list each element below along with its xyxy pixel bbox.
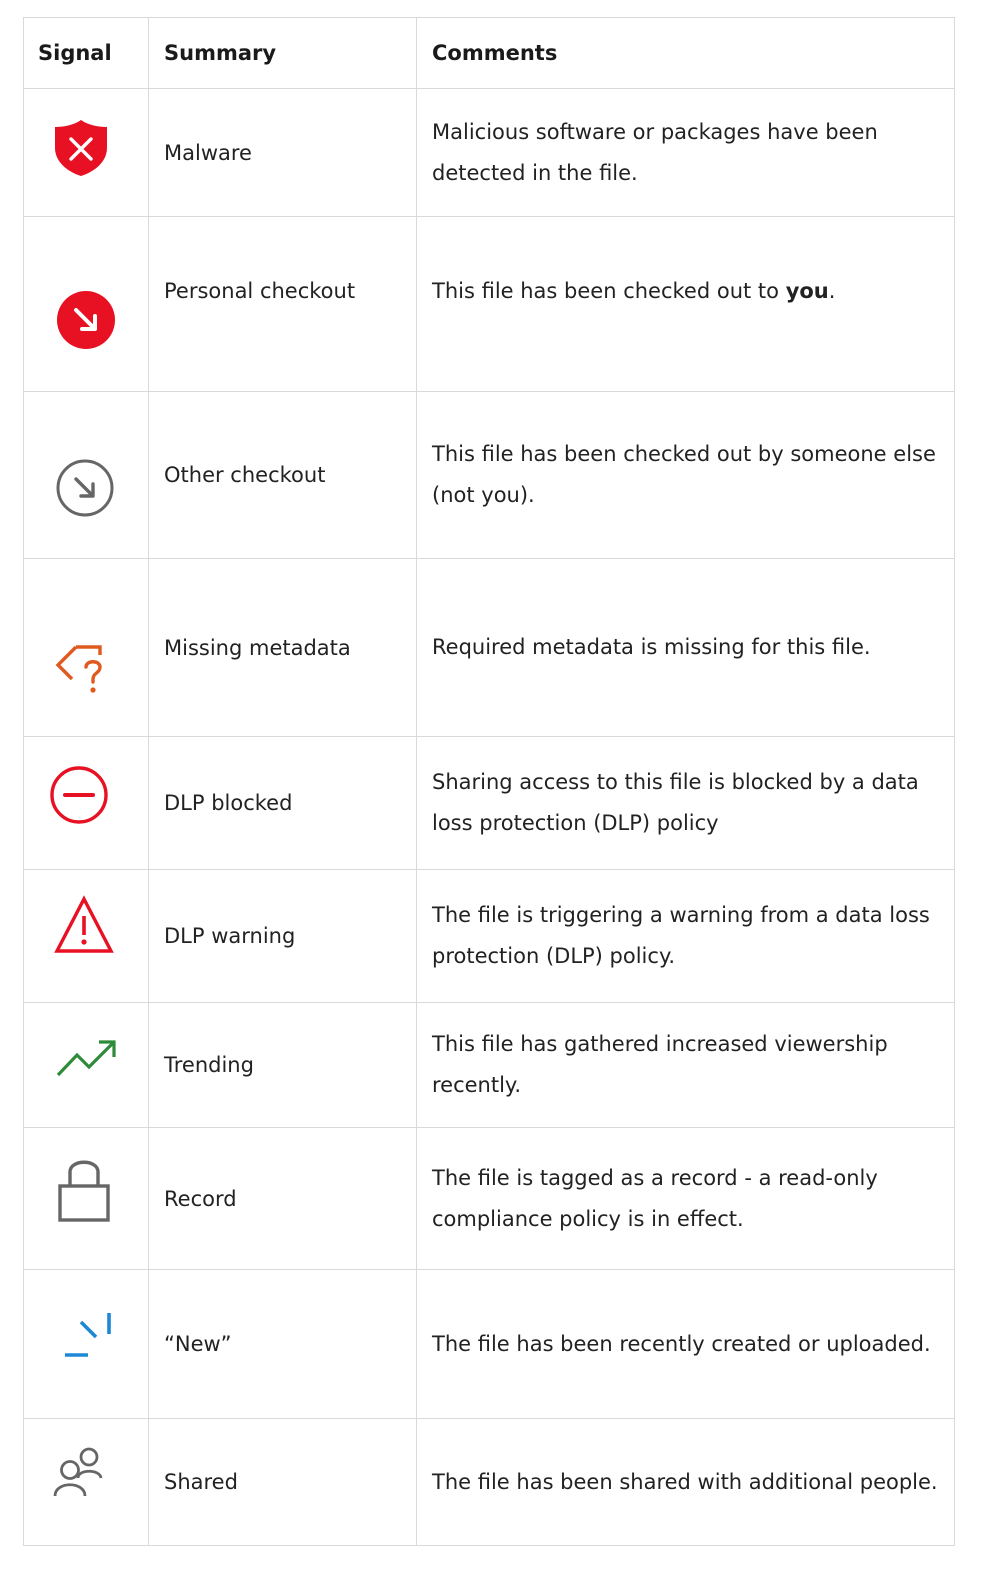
table-row bbox=[24, 559, 955, 737]
table-row bbox=[24, 870, 955, 1003]
new-sparkle-icon bbox=[62, 1310, 114, 1360]
header-summary: Summary bbox=[149, 18, 417, 89]
row-summary: Malware bbox=[164, 140, 252, 165]
malware-shield-icon bbox=[52, 118, 110, 178]
row-comment: The file has been recently created or uploaded. bbox=[432, 1331, 931, 1356]
table-row bbox=[24, 1270, 955, 1419]
row-summary: Trending bbox=[164, 1053, 254, 1077]
row-comment: The file has been shared with additional people. bbox=[432, 1469, 938, 1494]
table-row bbox=[24, 1003, 955, 1128]
row-comment: This file has been checked out to you. bbox=[432, 278, 836, 303]
row-comment: Required metadata is missing for this file. bbox=[432, 635, 871, 659]
row-comment: Sharing access to this file is blocked by a data loss protection (DLP) policy bbox=[432, 770, 919, 835]
missing-metadata-icon bbox=[54, 633, 110, 697]
table-row bbox=[24, 217, 955, 392]
row-comment: This file has been checked out by someone else (not you). bbox=[432, 442, 936, 507]
record-lock-icon bbox=[57, 1154, 111, 1224]
row-summary: Other checkout bbox=[164, 463, 326, 487]
row-summary: DLP blocked bbox=[164, 791, 293, 815]
row-summary: Missing metadata bbox=[164, 635, 351, 660]
row-comment: The file is triggering a warning from a data loss protection (DLP) policy. bbox=[432, 903, 930, 968]
header-signal: Signal bbox=[24, 18, 149, 89]
table-row bbox=[24, 89, 955, 217]
table-row bbox=[24, 1419, 955, 1546]
personal-checkout-icon bbox=[56, 290, 116, 350]
emphasis-you: you bbox=[785, 278, 829, 303]
row-summary: Personal checkout bbox=[164, 279, 356, 303]
table-row bbox=[24, 392, 955, 559]
row-comment: The file is tagged as a record - a read-only compliance policy is in effect. bbox=[432, 1165, 878, 1231]
other-checkout-icon bbox=[55, 458, 115, 518]
table-row bbox=[24, 1128, 955, 1270]
shared-people-icon bbox=[52, 1445, 104, 1499]
row-comment: Malicious software or packages have been detected in the file. bbox=[432, 119, 878, 185]
trending-icon bbox=[56, 1037, 118, 1079]
table-row bbox=[24, 737, 955, 870]
dlp-warning-icon bbox=[54, 895, 114, 955]
table-header-row bbox=[24, 18, 955, 89]
row-summary: Record bbox=[164, 1186, 237, 1211]
row-summary: Shared bbox=[164, 1470, 238, 1494]
row-summary: “New” bbox=[164, 1332, 232, 1356]
dlp-blocked-icon bbox=[49, 765, 109, 825]
signals-table bbox=[23, 17, 955, 1546]
row-comment: This file has gathered increased viewership recently. bbox=[432, 1032, 888, 1097]
header-comments: Comments bbox=[417, 18, 955, 89]
row-summary: DLP warning bbox=[164, 924, 296, 948]
